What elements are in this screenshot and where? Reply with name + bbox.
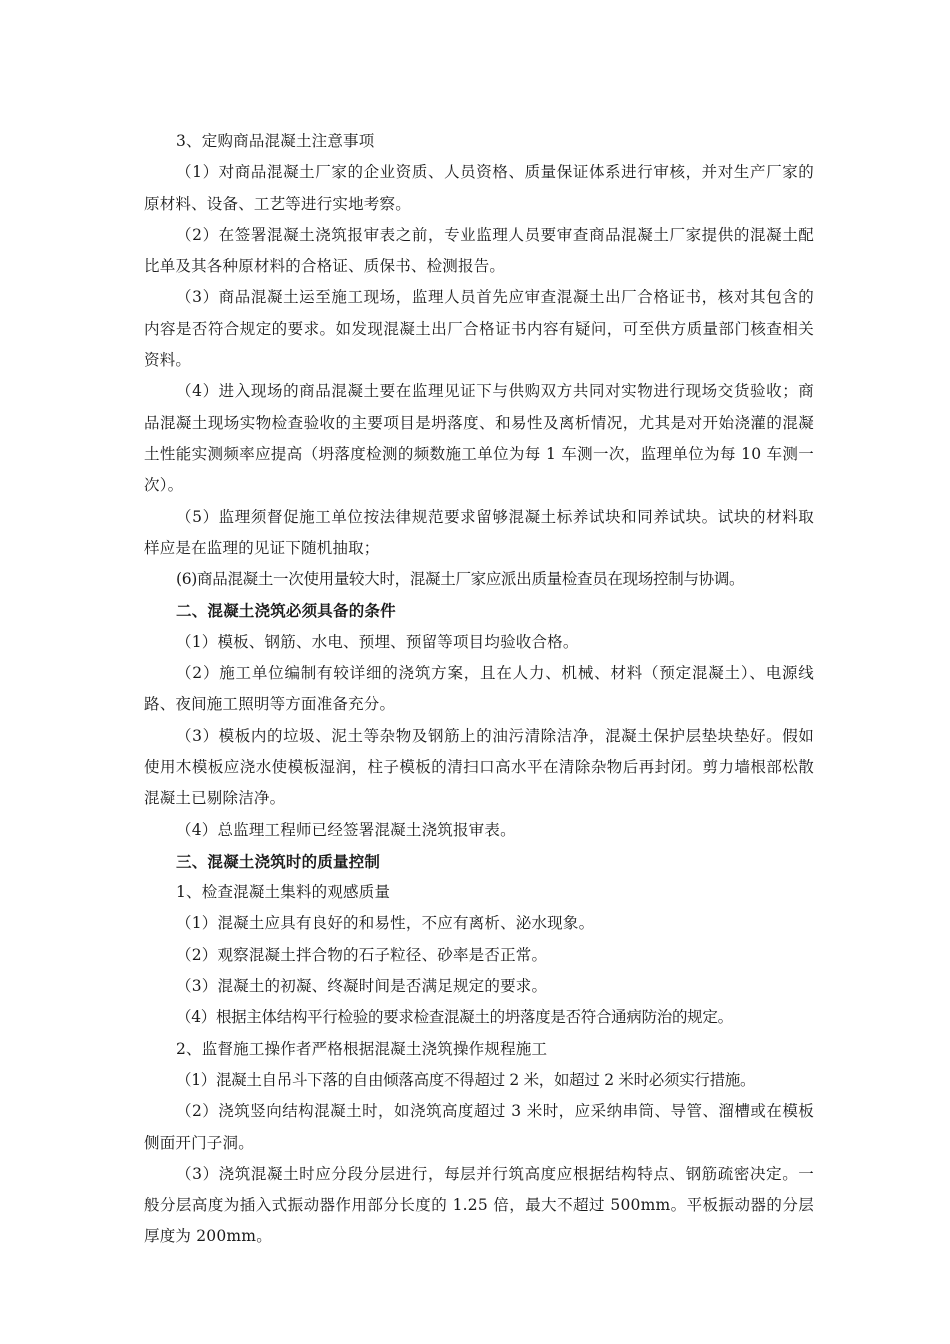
paragraph: （5）监理须督促施工单位按法律规范要求留够混凝土标养试块和同养试块。试块的材料取样应是在监理的见证下随机抽取；: [144, 507, 814, 557]
section-heading: 三、混凝土浇筑时的质量控制: [176, 851, 381, 871]
paragraph: （3）模板内的垃圾、泥土等杂物及钢筋上的油污清除洁净，混凝土保护层垫块垫好。假如使用木模板应浇水使模板湿润，柱子模板的清扫口高水平在清除杂物后再封闭。剪力墙根部松散混凝土已剔除洁净。: [144, 726, 814, 808]
paragraph: （3）混凝土的初凝、终凝时间是否满足规定的要求。: [176, 977, 548, 996]
subsection-title: 1、检查混凝土集料的观感质量: [176, 883, 391, 902]
section-heading: 二、混凝土浇筑必须具备的条件: [176, 601, 396, 621]
paragraph: （2）施工单位编制有较详细的浇筑方案，且在人力、机械、材料（预定混凝土）、电源线路、夜间施工照明等方面准备充分。: [144, 664, 814, 714]
paragraph: （2）在签署混凝土浇筑报审表之前，专业监理人员要审查商品混凝土厂家提供的混凝土配比单及其各种原材料的合格证、质保书、检测报告。: [144, 225, 814, 276]
paragraph: （3）浇筑混凝土时应分段分层进行，每层并行筑高度应根据结构特点、钢筋疏密决定。一般分层高度为插入式振动器作用部分长度的 1.25 倍，最大不超过 500mm。平板振动器的分层厚度为 200mm。: [144, 1164, 814, 1246]
paragraph: （2）浇筑竖向结构混凝土时，如浇筑高度超过 3 米时，应采纳串筒、导管、溜槽或在模板侧面开门子洞。: [144, 1102, 814, 1152]
paragraph: (6)商品混凝土一次使用量较大时，混凝土厂家应派出质量检查员在现场控制与协调。: [176, 570, 745, 589]
paragraph: （1）模板、钢筋、水电、预埋、预留等项目均验收合格。: [176, 632, 579, 651]
subsection-title: 2、监督施工操作者严格根据混凝土浇筑操作规程施工: [176, 1039, 548, 1058]
subsection-title: 3、定购商品混凝土注意事项: [176, 132, 375, 150]
paragraph: （4）根据主体结构平行检验的要求检查混凝土的坍落度是否符合通病防治的规定。: [176, 1008, 733, 1027]
paragraph: （1）混凝土应具有良好的和易性，不应有离析、泌水现象。: [176, 914, 595, 933]
paragraph: （1）混凝土自吊斗下落的自由倾落高度不得超过 2 米，如超过 2 米时必须实行措施。: [176, 1070, 756, 1089]
paragraph: （3）商品混凝土运至施工现场，监理人员首先应审查混凝土出厂合格证书，核对其包含的内容是否符合规定的要求。如发现混凝土出厂合格证书内容有疑问，可至供方质量部门核查相关资料。: [144, 288, 814, 370]
document-body: [144, 126, 814, 1253]
paragraph: （1）对商品混凝土厂家的企业资质、人员资格、质量保证体系进行审核，并对生产厂家的原材料、设备、工艺等进行实地考察。: [144, 163, 814, 213]
paragraph: （4）进入现场的商品混凝土要在监理见证下与供购双方共同对实物进行现场交货验收；商品混凝土现场实物检查验收的主要项目是坍落度、和易性及离析情况，尤其是对开始浇灌的混凝土性能实测频率应提高（坍落度检测的频数施工单位为每 1 车测一次，监理单位为每 10 车测一次）。: [144, 382, 814, 495]
paragraph: （2）观察混凝土拌合物的石子粒径、砂率是否正常。: [176, 945, 548, 964]
paragraph: （4）总监理工程师已经签署混凝土浇筑报审表。: [176, 820, 516, 839]
